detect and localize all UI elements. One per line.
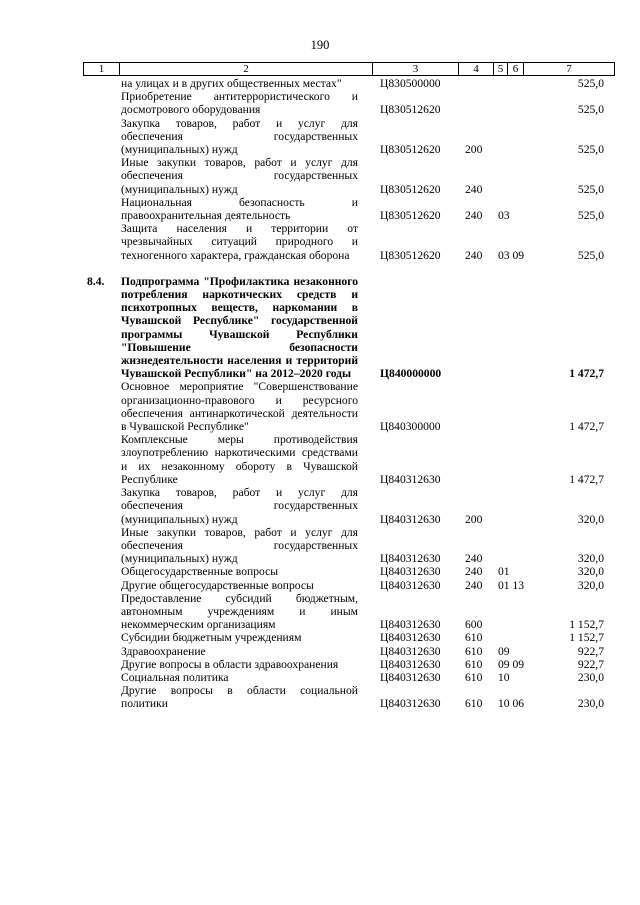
row-amount: 525,0 [577, 143, 604, 157]
row-amount: 320,0 [577, 512, 604, 526]
row-code: Ц830500000 [380, 77, 441, 90]
row-code: Ц840312630 [380, 618, 441, 632]
row-expense-type: 240 [465, 565, 483, 579]
row-amount: 320,0 [577, 578, 604, 592]
row-name: Закупка товаров, работ и услуг для обеспечения государственных (муниципальных) нужд [121, 486, 358, 526]
table-row [83, 380, 613, 433]
row-expense-type: 610 [465, 670, 483, 684]
row-amount: 922,7 [577, 644, 604, 658]
row-expense-type: 610 [465, 697, 483, 711]
row-amount: 525,0 [577, 103, 604, 117]
row-name: Социальная политика [121, 670, 229, 684]
row-code: Ц840312630 [380, 670, 441, 684]
row-name: Другие вопросы в области здравоохранения [121, 657, 339, 671]
row-amount: 922,7 [577, 657, 604, 671]
row-expense-type: 610 [465, 631, 483, 645]
table-header [83, 62, 615, 76]
table-row [83, 433, 613, 486]
row-name: Подпрограмма "Профилактика незаконного потребления наркотических средств и психотропных веществ, наркомании в Чувашской Республике" государственной программы Чувашской Республики "Повышение безопасности жизнедеятельности населения и территорий Чувашской Республики" на 2012–2020 годы [121, 274, 358, 381]
row-name: Основное мероприятие "Совершенствование организационно-правового и ресурсного обеспечения антинаркотической деятельности в Чувашской Республике" [121, 380, 358, 434]
row-amount: 230,0 [577, 697, 604, 711]
row-code: Ц840312630 [380, 552, 441, 566]
row-name: Другие вопросы в области социальной политики [121, 684, 358, 711]
table-row [83, 592, 613, 632]
header-col-4: 4 [459, 63, 494, 75]
table-row [83, 117, 613, 157]
row-code: Ц840312630 [380, 657, 441, 671]
table-row [83, 222, 613, 262]
row-code: Ц840312630 [380, 697, 441, 711]
row-expense-type: 240 [465, 248, 483, 262]
table-row [83, 486, 613, 526]
row-amount: 230,0 [577, 670, 604, 684]
row-name: Другие общегосударственные вопросы [121, 578, 314, 592]
table-row [83, 77, 613, 90]
row-amount: 1 152,7 [569, 631, 604, 645]
row-section: 01 13 [498, 578, 525, 592]
header-col-7: 7 [566, 63, 572, 75]
row-code: Ц830512620 [380, 143, 441, 157]
row-name: Общегосударственные вопросы [121, 565, 279, 579]
row-expense-type: 610 [465, 657, 483, 671]
row-section: 10 06 [498, 697, 525, 711]
row-expense-type: 200 [465, 143, 483, 157]
row-name: на улицах и в других общественных местах" [121, 77, 342, 90]
row-code: Ц840312630 [380, 578, 441, 592]
row-code: Ц830512620 [380, 209, 441, 223]
table-row [83, 90, 613, 116]
row-expense-type: 240 [465, 182, 483, 196]
row-section: 01 [498, 565, 510, 579]
row-amount: 1 472,7 [569, 420, 604, 434]
row-number: 8.4. [87, 274, 105, 288]
row-name: Закупка товаров, работ и услуг для обеспечения государственных (муниципальных) нужд [121, 116, 358, 157]
row-amount: 525,0 [577, 182, 604, 196]
row-code: Ц840312630 [380, 644, 441, 658]
table-row [83, 196, 613, 222]
row-code: Ц830512620 [380, 182, 441, 196]
row-code: Ц840312630 [380, 631, 441, 645]
row-section: 10 [498, 670, 510, 684]
row-name: Здравоохранение [121, 644, 206, 658]
table-row [83, 671, 613, 684]
row-spacer [83, 262, 613, 275]
row-code: Ц830512620 [380, 248, 441, 262]
row-name: Приобретение антитеррористического и досмотрового оборудования [121, 90, 358, 117]
row-name: Национальная безопасность и правоохранительная деятельность [121, 195, 358, 223]
page-number: 190 [310, 38, 330, 52]
row-expense-type: 240 [465, 552, 483, 566]
row-section: 03 [498, 209, 510, 223]
row-section: 09 [498, 644, 510, 658]
table-row [83, 645, 613, 658]
row-name: Субсидии бюджетным учреждениям [121, 631, 302, 645]
row-code: Ц840312630 [380, 512, 441, 526]
table-body [83, 77, 613, 711]
row-amount: 1 472,7 [569, 472, 604, 486]
row-amount: 1 472,7 [569, 367, 604, 381]
table-row [83, 565, 613, 578]
table-row [83, 631, 613, 644]
table-row [83, 526, 613, 566]
row-expense-type: 200 [465, 512, 483, 526]
table-row [83, 156, 613, 196]
row-expense-type: 600 [465, 618, 483, 632]
table-row [83, 579, 613, 592]
row-name: Защита населения и территории от чрезвычайных ситуаций природного и техногенного характера, гражданская оборона [121, 222, 358, 262]
row-amount: 525,0 [577, 209, 604, 223]
row-name: Предоставление субсидий бюджетным, автономным учреждениям и иным некоммерческим организациям [121, 591, 358, 632]
row-code: Ц840312630 [380, 565, 441, 579]
row-amount: 1 152,7 [569, 618, 604, 632]
row-amount: 320,0 [577, 552, 604, 566]
header-col-6: 6 [508, 63, 524, 75]
row-section: 03 09 [498, 248, 525, 262]
row-name: Иные закупки товаров, работ и услуг для обеспечения государственных (муниципальных) нужд [121, 156, 358, 196]
row-amount: 525,0 [577, 248, 604, 262]
row-name: Комплексные меры противодействия злоупотреблению наркотическими средствами и их незаконному обороту в Чувашской Республике [121, 433, 358, 486]
header-col-2: 2 [120, 63, 373, 75]
row-code: Ц840000000 [380, 367, 442, 381]
table-row [83, 684, 613, 710]
header-col-1: 1 [84, 63, 120, 75]
row-code: Ц830512620 [380, 103, 441, 117]
row-expense-type: 610 [465, 644, 483, 658]
row-expense-type: 240 [465, 578, 483, 592]
row-code: Ц840300000 [380, 420, 441, 434]
row-expense-type: 240 [465, 209, 483, 223]
row-name: Иные закупки товаров, работ и услуг для обеспечения государственных (муниципальных) нужд [121, 525, 358, 566]
row-section: 09 09 [498, 657, 525, 671]
table-row [83, 658, 613, 671]
row-code: Ц840312630 [380, 472, 441, 486]
row-amount: 320,0 [577, 565, 604, 579]
row-amount: 525,0 [577, 77, 604, 90]
header-col-3: 3 [373, 63, 459, 75]
table-row [83, 275, 613, 381]
header-col-5: 5 [494, 63, 508, 75]
